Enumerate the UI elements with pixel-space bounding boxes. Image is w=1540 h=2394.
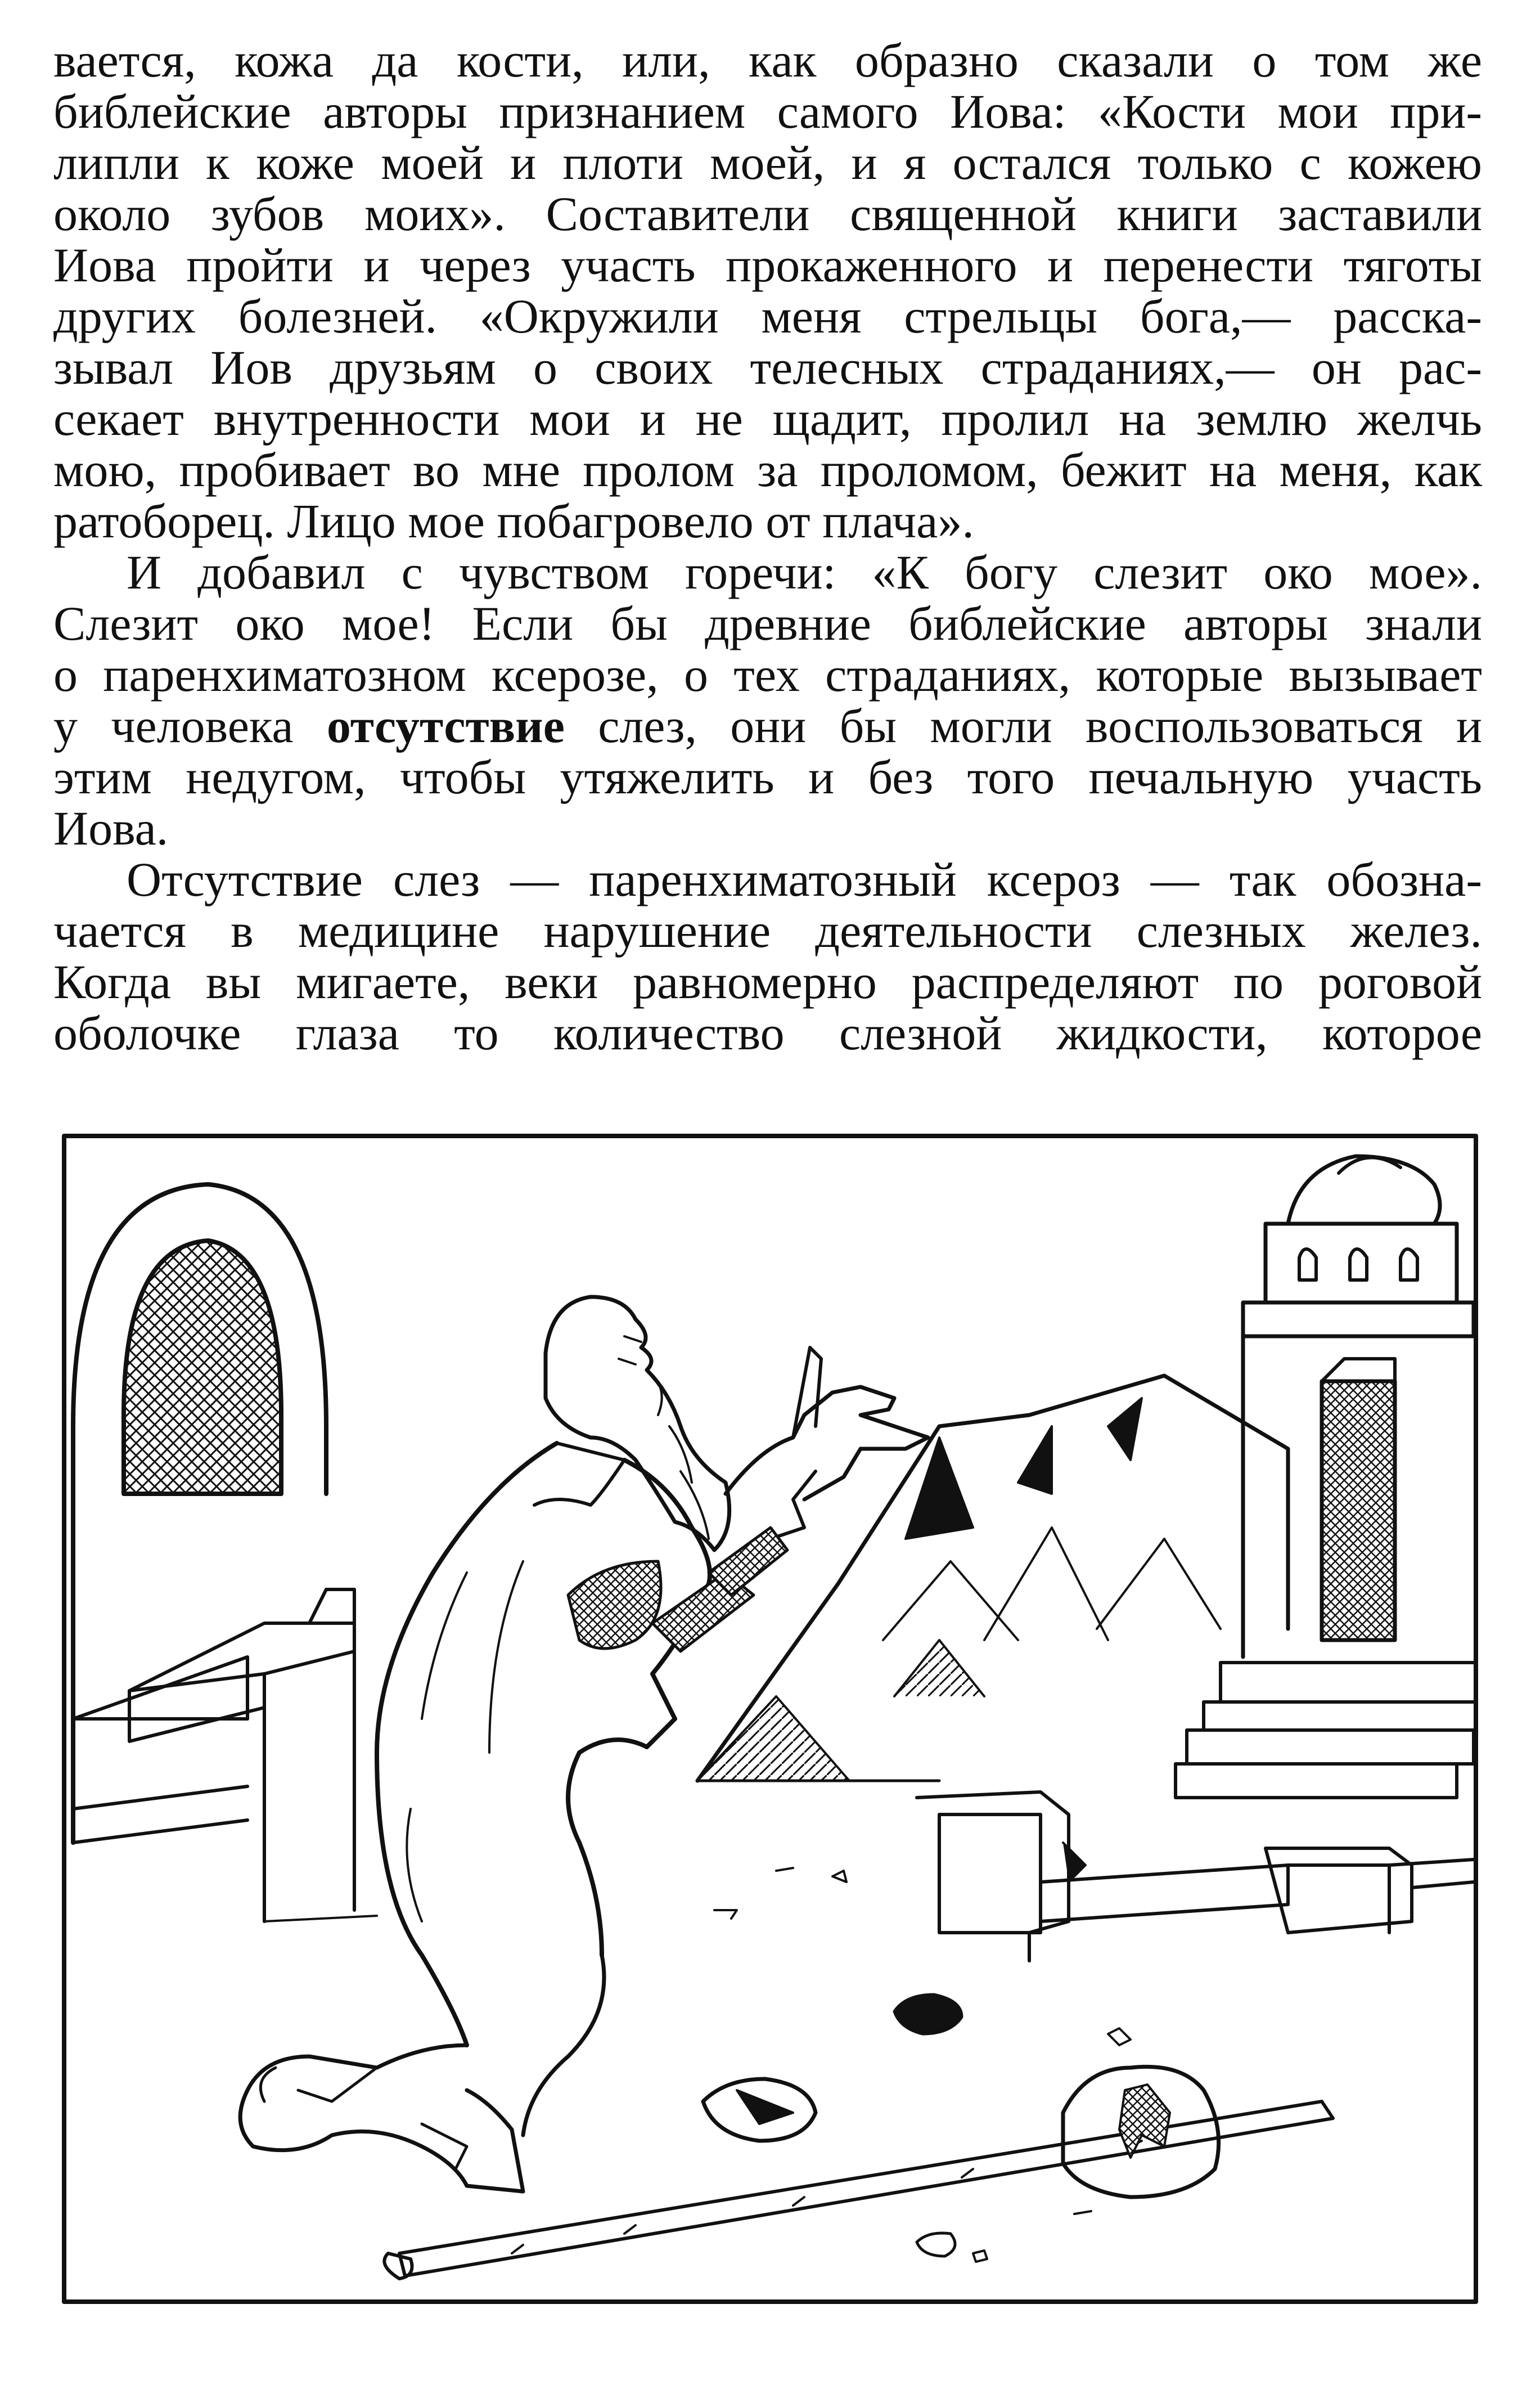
text-line: секает внутренности мои и не щадит, пролил на землю желчь	[53, 392, 1482, 446]
tower	[1243, 1156, 1474, 1657]
text-fragment: у человека	[53, 699, 294, 753]
balustrade	[73, 1589, 354, 1921]
mountains	[697, 1376, 1288, 1781]
body-text	[53, 35, 1482, 1059]
arched-window	[73, 1184, 326, 1843]
text-line: о паренхиматозном ксерозе, о тех страданиях, которые вызывает	[53, 648, 1482, 702]
text-line-mixed	[53, 700, 1482, 752]
bold-word: отсутствие	[326, 699, 565, 753]
text-line: вается, кожа да кости, или, как образно сказали о том же	[53, 33, 1482, 87]
steps	[1176, 1663, 1478, 1798]
text-line: Иова.	[53, 801, 169, 855]
text-line: ратоборец. Лицо мое побагровело от плача».	[53, 494, 974, 548]
text-fragment: слез, они бы могли воспользоваться и	[598, 699, 1483, 753]
illustration-drawing	[62, 1134, 1478, 2304]
text-line: Отсутствие слез — паренхиматозный ксероз — так обозна-	[127, 852, 1482, 906]
floor	[264, 1781, 939, 1921]
text-line: Когда вы мигаете, веки равномерно распределяют по роговой	[53, 955, 1482, 1009]
text-line: Иова пройти и через участь прокаженного и перенести тяготы	[53, 238, 1482, 292]
text-line: библейские авторы признанием самого Иова: «Кости мои при-	[53, 84, 1482, 138]
text-line: И добавил с чувством горечи: «К богу слезит око мое».	[127, 545, 1482, 599]
text-line: около зубов моих». Составители священной книги заставили	[53, 187, 1482, 241]
low-wall	[917, 1792, 1474, 1961]
text-line: этим недугом, чтобы утяжелить и без того печальную участь	[53, 750, 1482, 804]
staff	[384, 2101, 1333, 2279]
text-line: мою, пробивает во мне пролом за проломом, бежит на меня, как	[53, 443, 1482, 497]
rocks	[703, 1868, 1219, 2262]
text-line: чается в медицине нарушение деятельности слезных желез.	[53, 904, 1482, 958]
kneeling-figure-job	[240, 1297, 928, 2191]
text-line: зывал Иов друзьям о своих телесных страданиях,— он рас-	[53, 340, 1482, 394]
illustration-job-praying	[62, 1134, 1478, 2304]
text-line: других болезней. «Окружили меня стрельцы бога,— расска-	[53, 289, 1482, 343]
text-line: оболочке глаза то количество слезной жидкости, которое	[53, 1006, 1482, 1060]
text-line: липли к коже моей и плоти моей, и я остался только с кожею	[53, 136, 1482, 190]
text-line: Слезит око мое! Если бы древние библейские авторы знали	[53, 596, 1482, 650]
